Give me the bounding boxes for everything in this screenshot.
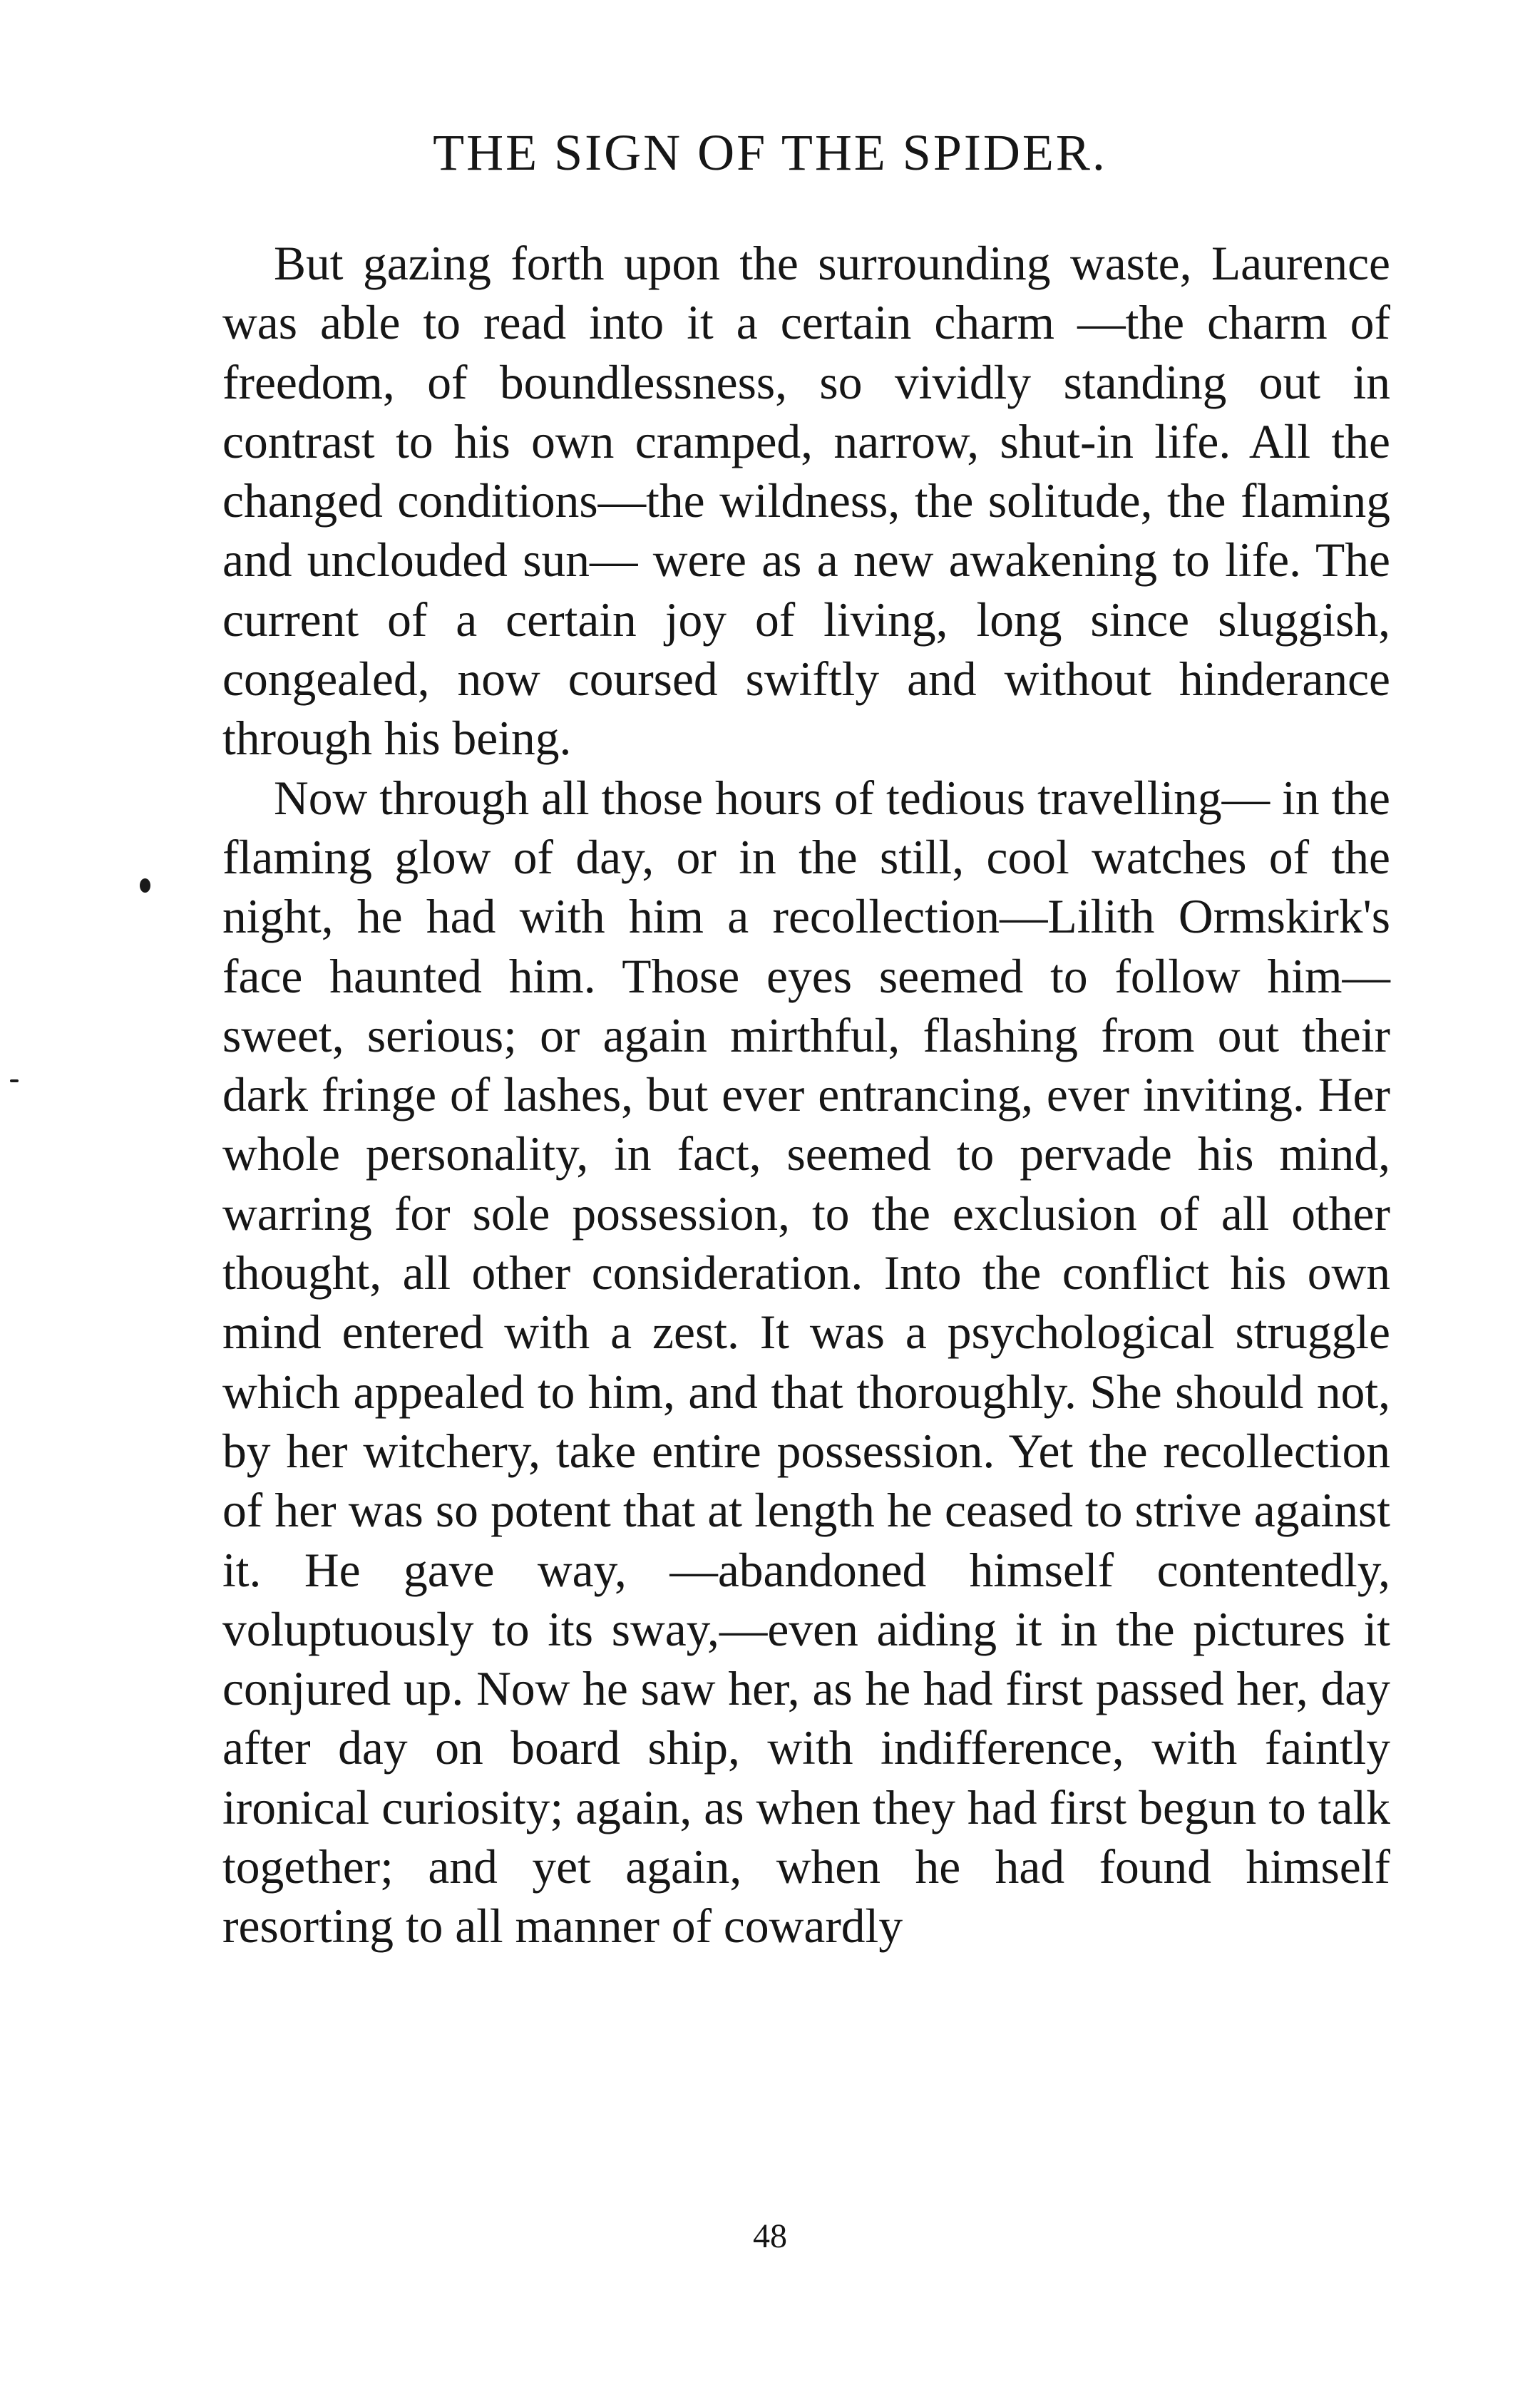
page-number: 48 [753,2217,787,2255]
paragraph: But gazing forth upon the surrounding waste, Laurence was able to read into it a certain charm —the charm of freedom, of boundlessness, so vividly standing out in contrast to his own cramped, narrow, shut-in life. All the changed conditions—the wildness, the solitude, the flaming and unclouded sun— were as a new awakening to life. The current of a certain joy of living, long since sluggish, congealed, now coursed swiftly and without hinderance through his being. [222,237,1390,766]
ink-speck [140,878,150,893]
paragraph: Now through all those hours of tedious travelling— in the flaming glow of day, or in the still, cool watches of the night, he had with him a recollection—Lilith Ormskirk's face haunted him. Those eyes seemed to follow him—sweet, serious; or again mirthful, flashing from out their dark fringe of lashes, but ever entrancing, ever inviting. Her whole personality, in fact, seemed to pervade his mind, warring for sole possession, to the exclusion of all other thought, all other consideration. Into the conflict his own mind entered with a zest. It was a psychological struggle which appealed to him, and that thoroughly. She should not, by her witchery, take entire possession. Yet the recollection of her was so potent that at length he ceased to strive against it. He gave way, —abandoned himself contentedly, voluptuously to its sway,—even aiding it in the pictures it conjured up. Now he saw her, as he had first passed her, day after day on board ship, with indifference, with faintly ironical curiosity; again, as when they had first begun to talk together; and yet again, when he had found himself resorting to all manner of cowardly [222,771,1390,1954]
running-head: THE SIGN OF THE SPIDER. [433,124,1107,181]
ink-speck [10,1079,19,1082]
body-text [222,234,1390,1956]
